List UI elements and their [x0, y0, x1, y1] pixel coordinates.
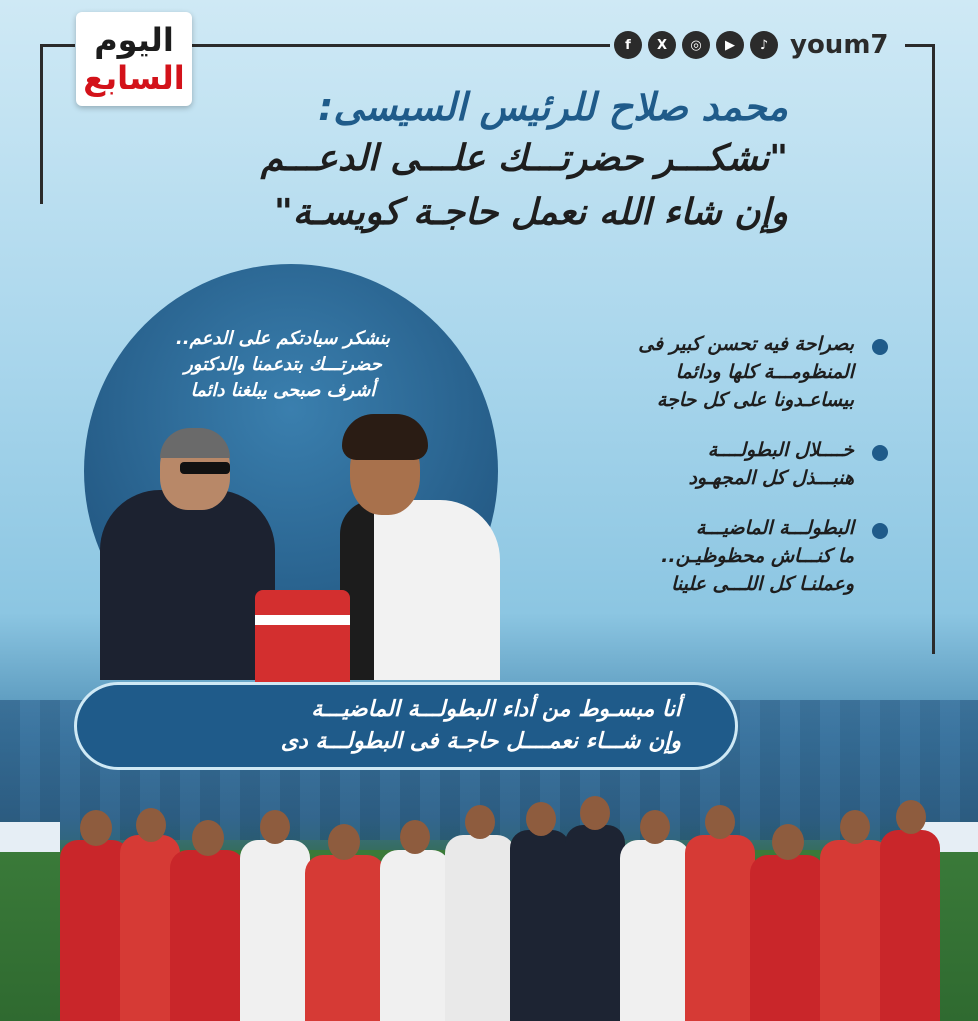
quote-item [538, 330, 888, 414]
player-head [328, 824, 360, 860]
player-head [840, 810, 870, 844]
quote-item [538, 514, 888, 598]
player-head [260, 810, 290, 844]
player-head [400, 820, 430, 854]
headline-line2: "نشكـــر حضرتـــك علـــى الدعـــم [260, 138, 788, 179]
logo-line1: اليوم [94, 21, 174, 59]
bullet-dot-icon [872, 339, 888, 355]
bullet-dot-icon [872, 445, 888, 461]
frame-line-top [190, 44, 610, 47]
logo-line2: السابع [83, 59, 185, 97]
frame-line-right [932, 44, 935, 654]
circle-quote-line2: حضرتـــك بتدعمنا والدكتور [184, 354, 382, 375]
player-figure [510, 830, 570, 1021]
brand-name: youm7 [790, 30, 889, 60]
player-head [772, 824, 804, 860]
player-figure [565, 825, 625, 1021]
tiktok-icon[interactable]: ♪ [750, 31, 778, 59]
player-head [526, 802, 556, 836]
person-right-hair [342, 414, 428, 460]
quote-line: البطولـــة الماضيـــة [695, 517, 854, 539]
quote-line: بيساعـدونا على كل حاجة [656, 389, 854, 411]
headline [68, 82, 788, 240]
bullet-dot-icon [872, 523, 888, 539]
quote-line: بصراحة فيه تحسن كبير فى [638, 333, 854, 355]
quote-line: خــــلال البطولــــة [707, 439, 854, 461]
player-head [80, 810, 112, 846]
player-head [640, 810, 670, 844]
player-figure [750, 855, 825, 1021]
player-head [580, 796, 610, 830]
player-figure [380, 850, 450, 1021]
circle-quote [84, 326, 482, 404]
quote-line: ما كنـــاش محظوظيـن.. [661, 545, 854, 567]
player-figure [880, 830, 940, 1021]
frame-line-top-right [905, 44, 935, 47]
player-figure [620, 840, 690, 1021]
jersey-stripe [255, 615, 350, 625]
frame-line-left [40, 44, 43, 204]
sunglasses-icon [180, 462, 230, 474]
player-head [705, 805, 735, 839]
player-figure [240, 840, 310, 1021]
quote-line: وعملنـا كل اللـــى علينا [671, 573, 854, 595]
person-left-body [100, 490, 275, 680]
facebook-icon[interactable]: f [614, 31, 642, 59]
frame-line-top-left [40, 44, 75, 47]
quote-line: المنظومـــة كلها ودائما [675, 361, 854, 383]
player-figure [685, 835, 755, 1021]
jersey-shirt [255, 590, 350, 682]
player-head [465, 805, 495, 839]
team-photo [60, 780, 940, 1021]
quote-list [538, 330, 888, 620]
player-head [136, 808, 166, 842]
social-bar [614, 30, 889, 60]
quote-line: هنبـــذل كل المجهـود [688, 467, 854, 489]
youtube-icon[interactable]: ▶ [716, 31, 744, 59]
ad-board [0, 822, 60, 852]
circle-quote-line1: بنشكر سيادتكم على الدعم.. [175, 328, 391, 349]
quote-item [538, 436, 888, 492]
player-figure [170, 850, 245, 1021]
bottom-quote-banner [74, 682, 738, 770]
circle-quote-line3: أشرف صبحى يبلغنا دائما [190, 380, 376, 401]
player-head [192, 820, 224, 856]
player-figure [445, 835, 515, 1021]
banner-line1: أنا مبسـوط من أداء البطولـــة الماضيـــة [311, 697, 681, 722]
player-head [896, 800, 926, 834]
x-icon[interactable]: X [648, 31, 676, 59]
banner-line2: وإن شـــاء نعمــــل حاجـة فى البطولـــة دى [280, 729, 681, 754]
player-figure [305, 855, 385, 1021]
instagram-icon[interactable]: ◎ [682, 31, 710, 59]
headline-line1: محمد صلاح للرئيس السيسى: [318, 85, 788, 129]
headline-line3: وإن شاء الله نعمل حاجـة كويسـة" [273, 192, 788, 233]
